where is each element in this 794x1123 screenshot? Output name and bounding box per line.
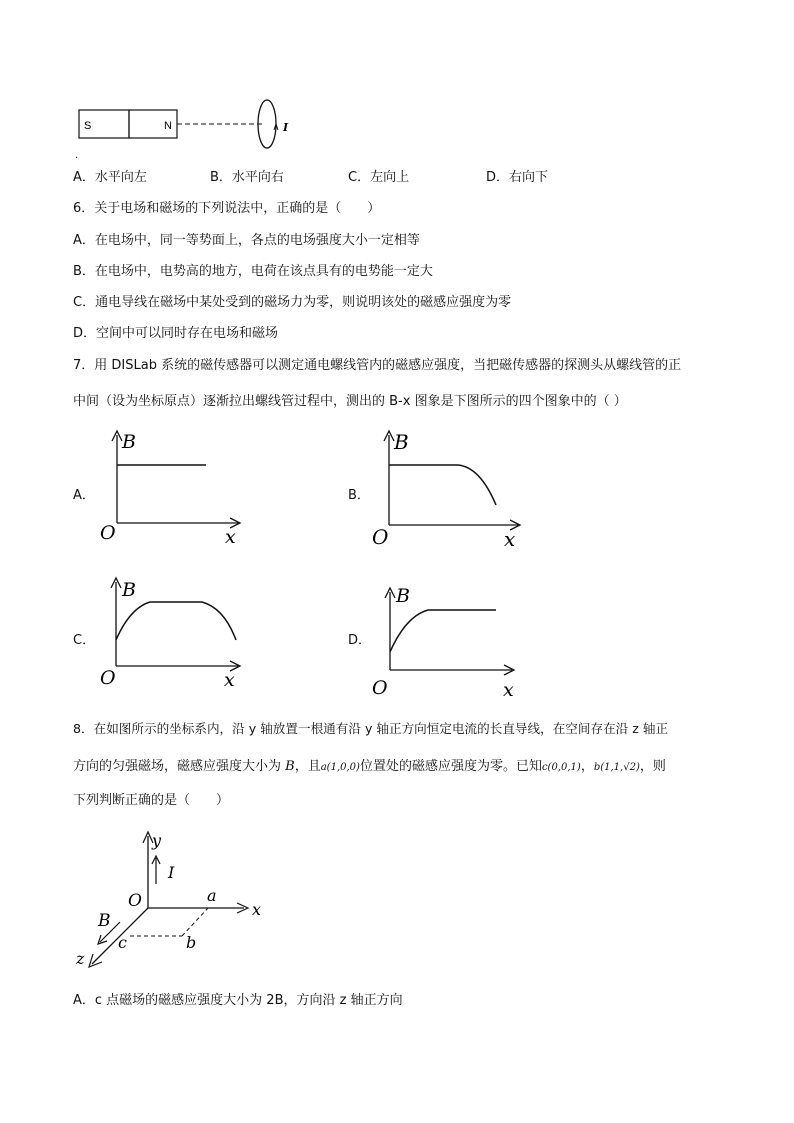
graph-a-origin: O <box>100 522 116 544</box>
q5-option-a: A．水平向左 <box>73 170 147 185</box>
graph-a-y-label: B <box>122 431 136 453</box>
q7-stem-line1: 7．用 DISLab 系统的磁传感器可以测定通电螺线管内的磁感应强度，当把磁传感器的探测头从螺线管的正 <box>73 358 682 373</box>
graph-b-origin: O <box>372 525 389 549</box>
graph-b-y-label: B <box>394 430 409 454</box>
q8-line3: 下列判断正确的是（ ） <box>73 793 230 808</box>
graph-b-x-label: x <box>504 527 516 551</box>
point-c-label: c <box>118 933 127 952</box>
n-pole-label: N <box>164 120 172 132</box>
graph-a-x-label: x <box>225 526 236 548</box>
graph-c-letter: C． <box>73 633 96 648</box>
dot-mark: . <box>75 150 79 161</box>
point-a-label: a <box>207 886 217 905</box>
graph-d-curve <box>390 610 496 652</box>
graph-a-letter: A． <box>73 488 95 503</box>
q8-line1: 8．在如图所示的坐标系内，沿 y 轴放置一根通有沿 y 轴正方向恒定电流的长直导线，在空间存在沿 z 轴正 <box>73 721 669 736</box>
q8-option-a: A．c 点磁场的磁感应强度大小为 2B，方向沿 z 轴正方向 <box>73 993 403 1008</box>
q6-option-b: B．在电场中，电势高的地方，电荷在该点具有的电势能一定大 <box>73 264 433 279</box>
s-pole-label: S <box>84 120 92 132</box>
graph-b <box>372 425 532 555</box>
point-b: b(1,1,√2) <box>593 762 640 773</box>
q5-option-b: B．水平向右 <box>210 170 284 185</box>
q6-option-c: C．通电导线在磁场中某处受到的磁场力为零，则说明该处的磁感应强度为零 <box>73 295 512 310</box>
point-c: c(0,0,1) <box>541 762 581 773</box>
graph-c-curve <box>116 602 236 640</box>
coordinate-3d-figure <box>72 826 282 976</box>
current-label: I <box>283 121 289 134</box>
q6-option-d: D．空间中可以同时存在电场和磁场 <box>73 326 279 341</box>
q5-option-c: C．左向上 <box>348 170 410 185</box>
graph-d-y-label: B <box>396 585 410 607</box>
graph-d <box>372 582 532 707</box>
point-b-label: b <box>186 933 197 952</box>
graph-b-letter: B． <box>348 488 370 503</box>
q6-stem: 6．关于电场和磁场的下列说法中，正确的是（ ） <box>73 201 381 216</box>
graph-a <box>100 425 260 550</box>
y-axis-label: y <box>152 831 162 850</box>
graph-d-origin: O <box>372 677 388 699</box>
q7-stem-line2: 中间（设为坐标原点）逐渐拉出螺线管过程中，测出的 B-x 图象是下图所示的四个图象中的（ ） <box>73 394 627 409</box>
q6-option-a: A．在电场中，同一等势面上，各点的电场强度大小一定相等 <box>73 233 420 248</box>
origin-label: O <box>128 891 142 911</box>
point-a: a(1,0,0) <box>320 762 360 773</box>
q8-line2: 方向的匀强磁场，磁感应强度大小为 B，且a(1,0,0)位置处的磁感应强度为零。已知c(0,0,1)，b(1,1,√2)，则 <box>73 759 666 774</box>
magnet-loop-figure <box>75 100 305 160</box>
graph-c-x-label: x <box>224 669 235 691</box>
graph-d-letter: D． <box>348 633 372 648</box>
q5-option-d: D．右向下 <box>486 170 549 185</box>
x-axis-label: x <box>252 900 262 919</box>
b-field-label: B <box>98 911 111 931</box>
z-axis-label: z <box>76 949 85 968</box>
graph-c-y-label: B <box>122 579 136 601</box>
graph-c <box>100 572 260 697</box>
current-label: I <box>168 863 175 882</box>
graph-d-x-label: x <box>503 679 514 701</box>
graph-b-curve <box>389 465 496 505</box>
graph-c-origin: O <box>100 667 116 689</box>
